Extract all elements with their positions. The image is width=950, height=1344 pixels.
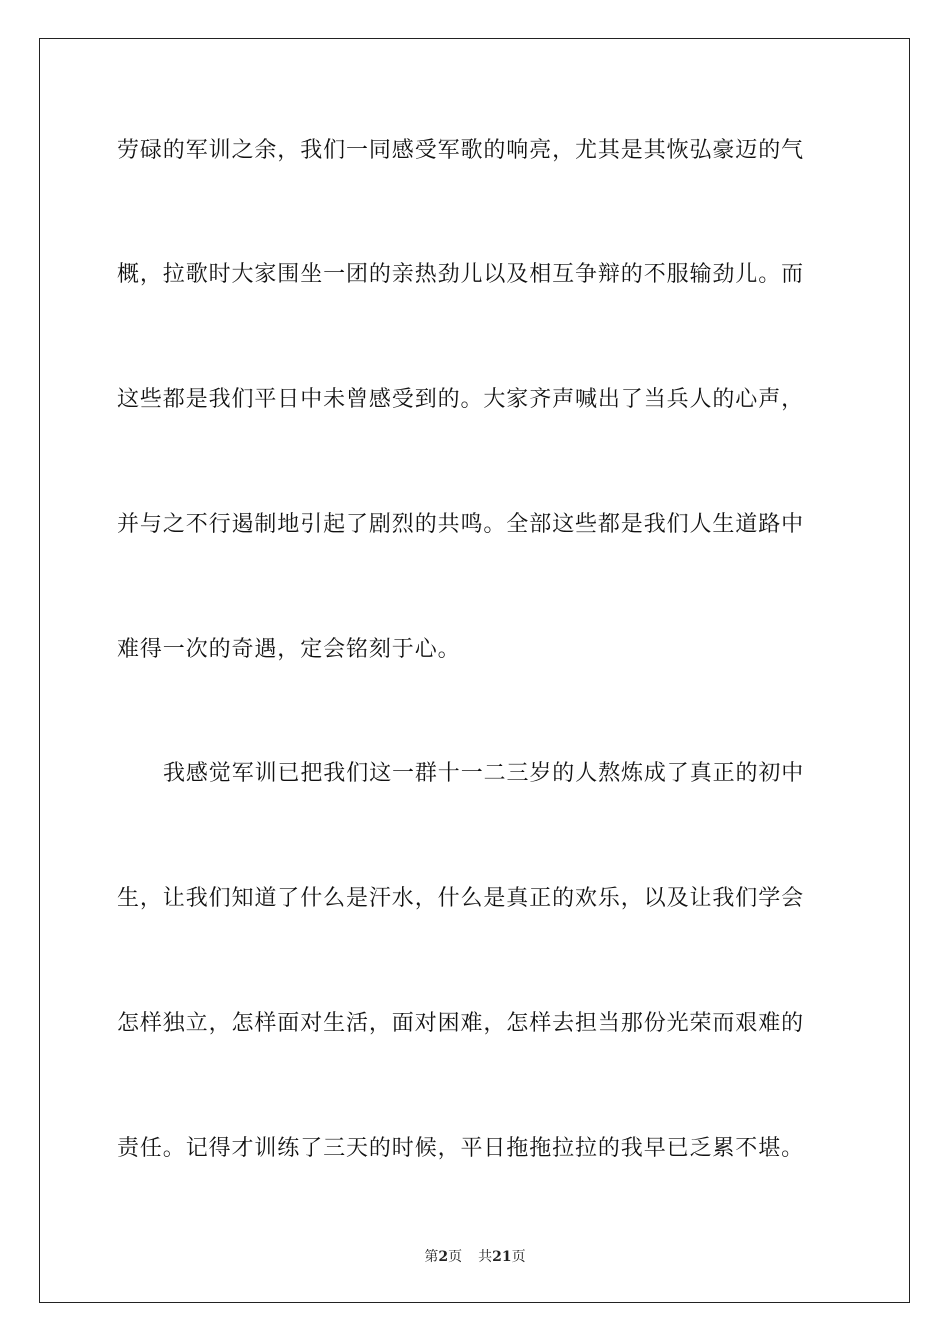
body-text-line: 并与之不行遏制地引起了剧烈的共鸣。全部这些都是我们人生道路中	[117, 512, 805, 537]
body-text-line: 概，拉歌时大家围坐一团的亲热劲儿以及相互争辩的不服输劲儿。而	[117, 262, 805, 287]
body-text-line: 这些都是我们平日中未曾感受到的。大家齐声喊出了当兵人的心声，	[117, 387, 805, 412]
total-label-prefix: 共	[478, 1249, 493, 1265]
page-label-suffix: 页	[448, 1249, 463, 1265]
page-footer	[0, 1248, 950, 1266]
total-label-suffix: 页	[511, 1249, 526, 1265]
body-text-line: 责任。记得才训练了三天的时候，平日拖拖拉拉的我早已乏累不堪。	[117, 1136, 805, 1161]
paragraph-first-line: 我感觉军训已把我们这一群十一二三岁的人熬炼成了真正的初中	[163, 761, 805, 786]
body-text-line: 怎样独立，怎样面对生活，面对困难，怎样去担当那份光荣而艰难的	[117, 1011, 805, 1036]
body-text-line: 生，让我们知道了什么是汗水，什么是真正的欢乐，以及让我们学会	[117, 886, 805, 911]
body-text-line: 难得一次的奇遇，定会铭刻于心。	[117, 637, 461, 662]
total-pages-number: 21	[492, 1249, 512, 1265]
page-border	[39, 38, 910, 1303]
current-page-number: 2	[438, 1249, 449, 1265]
body-text-line: 劳碌的军训之余，我们一同感受军歌的响亮，尤其是其恢弘豪迈的气	[117, 138, 805, 163]
page-label-prefix: 第	[424, 1249, 439, 1265]
